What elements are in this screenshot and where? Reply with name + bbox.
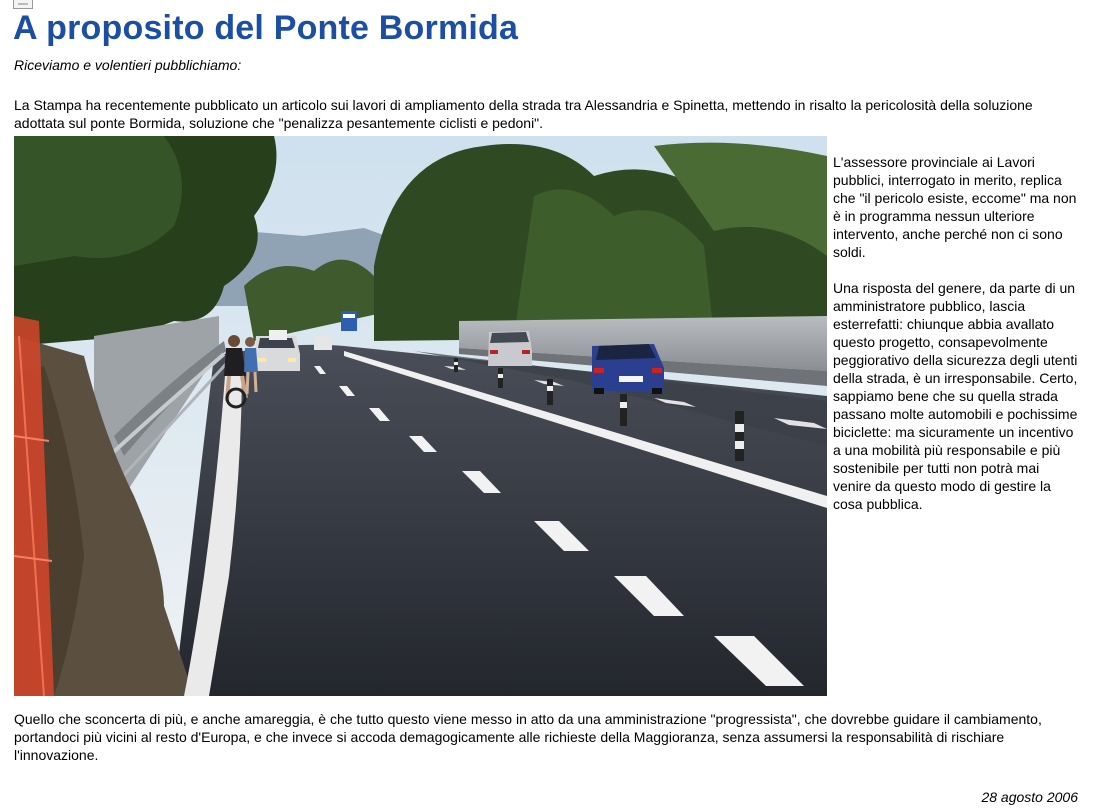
article-title: A proposito del Ponte Bormida [13,9,519,47]
side-text-column [833,153,1078,531]
bottom-paragraph: Quello che sconcerta di più, e anche amareggia, è che tutto questo viene messo in atto da una amministrazione "progressista", che dovrebbe guidare il cambiamento, portandoci più vicini al resto d'Europa, e che invece si accoda demagogicamente alle richieste della Maggioranza, senza assumersi la responsabilità di rischiare l'innovazione. [14,711,1042,763]
side-paragraph-2: Una risposta del genere, da parte di un amministratore pubblico, lascia esterrefatti: chiunque abbia avallato questo progetto, consapevolmente peggiorativo della sicurezza degli utenti della strada, è un irresponsabile. Certo, sappiamo bene che su quella strada passano molte automobili e pochissime biciclette: ma sicuramente un incentivo a una mobilità più responsabile e più sostenibile per tutti non potrà mai venire da questo modo di gestire la cosa pubblica. [833,280,1078,512]
bridge-road-photo [14,136,827,696]
article-date: 28 agosto 2006 [981,789,1078,805]
side-paragraph-1: L'assessore provinciale ai Lavori pubblici, interrogato in merito, replica che "il pericolo esiste, eccome" ma non è in programma nessun ulteriore intervento, anche perché non ci sono soldi. [833,154,1077,260]
article-subtitle: Riceviamo e volentieri pubblichiamo: [14,57,242,73]
intro-paragraph: La Stampa ha recentemente pubblicato un articolo sui lavori di ampliamento della strada tra Alessandria e Spinetta, mettendo in risalto la pericolosità della soluzione adottata sul ponte Bormida, soluzione che "penalizza pesantemente ciclisti e pedoni". [14,97,1033,131]
